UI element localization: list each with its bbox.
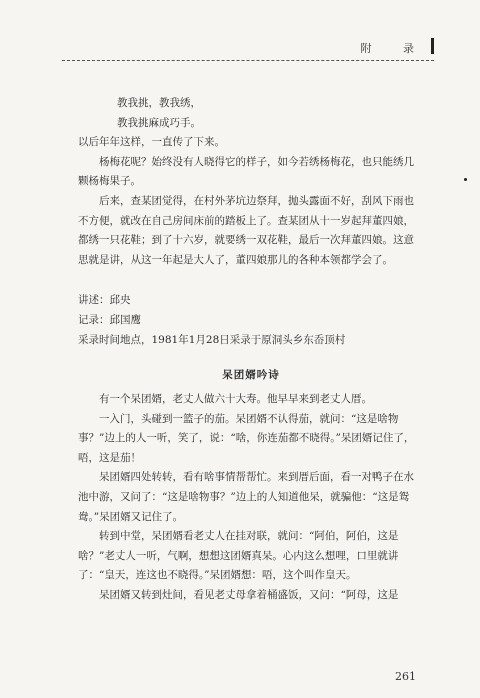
paragraph: 有一个呆团婿，老丈人做六十大寿。他早早来到老丈人厝。 xyxy=(99,392,372,405)
paragraph: 转到中堂，呆团婿看老丈人在挂对联，就问：“阿伯，阿伯，这是啥？”老丈人一听，气啊，想想这团婿真呆。心内这么想哩，口里就讲了：“皇天，连这也不晓得。”呆团婿想：唔，这个叫作皇天。 xyxy=(78,530,399,582)
collection-info: 采录时间地点，1981年1月28日采录于原洞头乡东岙顶村 xyxy=(78,334,346,347)
poem-line-1: 教我挑，教我绣， xyxy=(117,97,201,109)
narrator-credit: 讲述：邱央 xyxy=(78,294,131,307)
page-number: 261 xyxy=(395,670,416,683)
ink-speck xyxy=(464,178,467,181)
header-rule xyxy=(62,60,434,61)
spacer xyxy=(78,270,424,290)
section-label: 附 录 xyxy=(360,42,428,55)
paragraph: 以后年年这样，一直传了下来。 xyxy=(78,136,225,149)
running-header xyxy=(0,28,480,68)
paragraph: 后来，查某团觉得，在村外茅坑边祭拜，抛头露面不好，刮风下雨也不方便，就改在自己房间床前的踏板上了。查某团从十一岁起拜董四娘，都绣一只花鞋；到了十六岁，就要绣一双花鞋，最后一次拜董四娘。这意思就是讲，从这一年起是大人了，董四娘那儿的各种本领都学会了。 xyxy=(78,194,414,266)
paragraph: 一入门，头碰到一篮子的茄。呆团婿不认得茄，就问：“这是啥物事？”边上的人一听，笑了，说：“啥，你连茄都不晓得。”呆团婿记住了，唔，这是茄！ xyxy=(78,412,415,464)
recorder-credit: 记录：邱国鹰 xyxy=(78,314,141,327)
paragraph: 杨梅花呢？始终没有人晓得它的样子，如今若绣杨梅花，也只能绣几颗杨梅果子。 xyxy=(78,155,414,188)
page-body xyxy=(78,94,424,605)
poem-line-2: 教我挑麻成巧手。 xyxy=(117,116,201,129)
spacer xyxy=(78,350,424,366)
story-title: 呆团婿吟诗 xyxy=(222,369,280,382)
paragraph: 呆团婿四处转转，看有啥事情帮帮忙。来到厝后面，看一对鸭子在水池中游，又问了：“这是啥物事？”边上的人知道他呆，就骗他：“这是鸳鸯。”呆团婿又记住了。 xyxy=(78,471,414,523)
paragraph: 呆团婿又转到灶间，看见老丈母拿着桶盛饭，又问：“阿母，这是 xyxy=(99,588,399,601)
header-bar xyxy=(431,38,434,54)
